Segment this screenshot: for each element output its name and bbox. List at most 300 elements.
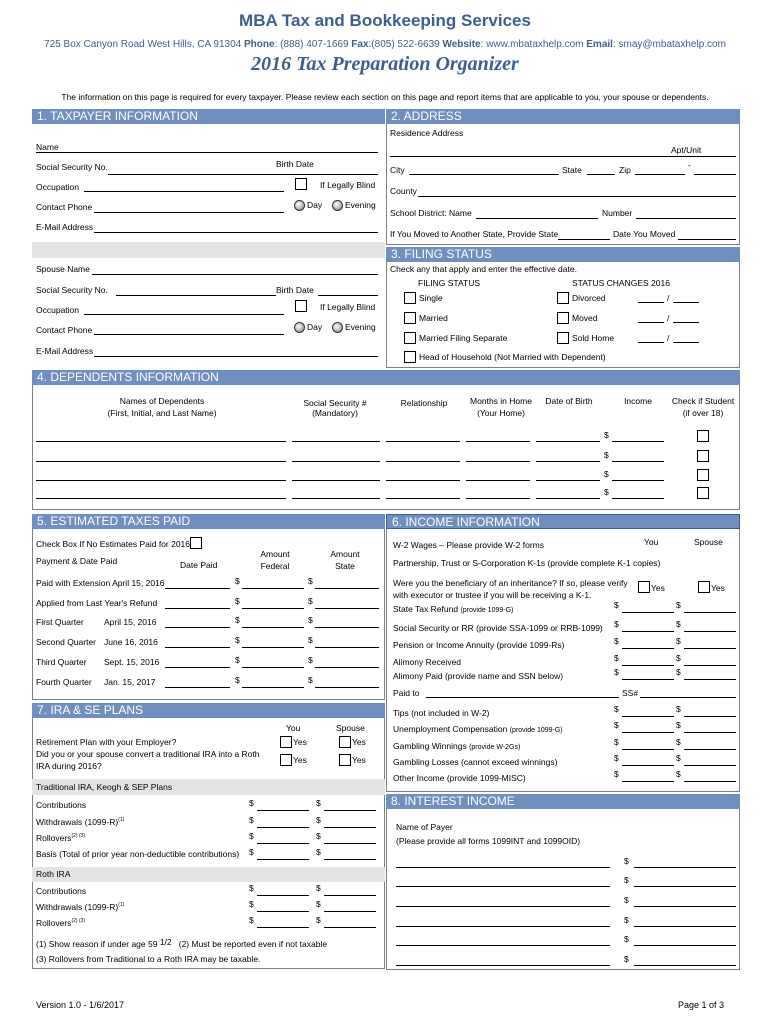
estimated-date-paid-field[interactable] [165, 687, 230, 688]
ira-note-1 [36, 939, 327, 949]
ssn-label: Social Security No. [36, 162, 108, 172]
interest-dollar: $ [624, 954, 629, 964]
city-label: City [390, 165, 405, 175]
residence-address-label: Residence Address [390, 128, 464, 138]
dependent-income-field[interactable] [612, 441, 664, 442]
dependent-name-field[interactable] [36, 441, 286, 442]
school-district-label: School District: Name [390, 208, 472, 218]
unemployment-label [393, 724, 563, 734]
estimated-federal-field[interactable] [242, 667, 304, 668]
gambling-winnings-text: Gambling Winnings [393, 741, 467, 751]
married-separate-checkbox[interactable] [404, 332, 416, 344]
alimony-paid-spouse-dollar: $ [676, 667, 681, 677]
interest-amount-field[interactable] [634, 926, 736, 927]
traditional-rollovers-spouse-dollar: $ [316, 831, 321, 841]
alimony-paid-you-field[interactable] [622, 679, 674, 680]
gambling-winnings-you-field[interactable] [622, 749, 674, 750]
amount-state-header: Amount [330, 549, 360, 559]
sold-home-checkbox[interactable] [557, 332, 569, 344]
school-number-label: Number [602, 208, 633, 218]
spouse-legally-blind-label: If Legally Blind [320, 302, 376, 312]
legally-blind-checkbox[interactable] [295, 178, 307, 190]
interest-payer-field[interactable] [396, 945, 610, 946]
intro-text: The information on this page is required for every taxpayer. Please review each section on this page and report items that are applicable to you, your spouse or dependents. [61, 92, 709, 102]
dependents-section-box [32, 370, 740, 510]
inheritance-line1: Were you the beneficiary of an inheritance? If so, please verify [393, 578, 628, 588]
estimated-state-dollar: $ [308, 655, 313, 665]
sold-home-month-field[interactable] [638, 342, 664, 343]
spouse-birth-date-field[interactable] [318, 295, 378, 296]
traditional-withdrawals-spouse-dollar: $ [316, 815, 321, 825]
alimony-paid-text: Alimony Paid (provide name and SSN below) [393, 671, 564, 681]
occupation-field[interactable] [84, 191, 284, 192]
interest-amount-field[interactable] [634, 965, 736, 966]
ira-you-header: You [286, 723, 301, 733]
dependents-section-title: 4. DEPENDENTS INFORMATION [32, 370, 740, 385]
traditional-contributions-you-field[interactable] [257, 810, 309, 811]
date-moved-label: Date You Moved [613, 229, 676, 239]
gambling-losses-text: Gambling Losses (cannot exceed winnings) [393, 757, 558, 767]
apt-unit-label: Apt/Unit [671, 145, 702, 155]
estimated-row-label: Second Quarter [36, 637, 97, 647]
traditional-basis-you-field[interactable] [257, 859, 309, 860]
spouse-name-label: Spouse Name [36, 264, 90, 274]
col-student-subheader: (if over 18) [682, 408, 724, 418]
evening-label: Evening [345, 200, 376, 210]
dependent-income-field[interactable] [612, 498, 664, 499]
ira-spouse-header: Spouse [336, 723, 365, 733]
school-district-field[interactable] [476, 218, 598, 219]
traditional-withdrawals-text: Withdrawals (1099-R) [36, 817, 119, 827]
col-ssn-header: Social Security # [303, 398, 367, 408]
estimated-state-dollar: $ [308, 615, 313, 625]
fax-label: Fax [351, 39, 369, 50]
interest-dollar: $ [624, 856, 629, 866]
interest-dollar: $ [624, 895, 629, 905]
col-dob-header: Date of Birth [545, 396, 593, 406]
other-income-you-field[interactable] [622, 781, 674, 782]
pension-you-field[interactable] [622, 648, 674, 649]
ira-section-title: 7. IRA & SE PLANS [32, 703, 385, 718]
dependent-months-field[interactable] [466, 498, 530, 499]
dependent-income-field[interactable] [612, 461, 664, 462]
unemployment-spouse-field[interactable] [684, 732, 736, 733]
estimated-date-paid-field[interactable] [165, 647, 230, 648]
moved-label: Moved [572, 313, 598, 323]
convert-spouse-yes: Yes [352, 755, 366, 765]
unemployment-you-dollar: $ [614, 720, 619, 730]
dependent-relationship-field[interactable] [386, 461, 460, 462]
married-checkbox[interactable] [404, 312, 416, 324]
divorced-checkbox[interactable] [557, 292, 569, 304]
traditional-contributions-text: Contributions [36, 800, 87, 810]
interest-dollar: $ [624, 915, 629, 925]
traditional-rollovers-spouse-field[interactable] [324, 843, 376, 844]
dependent-dob-field[interactable] [536, 498, 600, 499]
paid-to-field[interactable] [426, 697, 619, 698]
roth-contributions-you-dollar: $ [249, 883, 254, 893]
provide-1099-note: (Please provide all forms 1099INT and 1099OID) [396, 836, 581, 846]
dependent-student-checkbox[interactable] [697, 487, 709, 499]
gambling-losses-label [393, 757, 557, 767]
married-separate-label: Married Filing Separate [419, 333, 508, 343]
spouse-evening-radio[interactable] [332, 322, 343, 333]
convert-spouse-checkbox[interactable] [339, 754, 351, 766]
roth-withdrawals-you-field[interactable] [257, 911, 309, 912]
filing-section-title: 3. FILING STATUS [386, 247, 740, 262]
estimated-federal-field[interactable] [242, 588, 304, 589]
state-field[interactable] [587, 174, 615, 175]
alimony-paid-you-dollar: $ [614, 667, 619, 677]
interest-payer-field[interactable] [396, 906, 610, 907]
roth-withdrawals-footnote: (1) [118, 902, 125, 909]
estimated-federal-field[interactable] [242, 687, 304, 688]
gambling-losses-spouse-dollar: $ [676, 753, 681, 763]
interest-dollar: $ [624, 875, 629, 885]
gambling-winnings-spouse-field[interactable] [684, 749, 736, 750]
estimated-state-dollar: $ [308, 635, 313, 645]
w2-label: W-2 Wages – Please provide W-2 forms [393, 540, 545, 550]
phone-value: : (888) 407-1669 [274, 39, 349, 50]
ira-note-1-half: 1/2 [159, 937, 172, 947]
traditional-basis-label [36, 849, 239, 859]
traditional-basis-spouse-field[interactable] [324, 859, 376, 860]
income-you-header: You [644, 537, 659, 547]
tips-spouse-field[interactable] [684, 716, 736, 717]
tips-text: Tips (not included in W-2) [393, 708, 490, 718]
estimated-row-label: First Quarter [36, 617, 84, 627]
retirement-plan-label: Retirement Plan with your Employer? [36, 737, 177, 747]
social-security-text: Social Security or RR (provide SSA-1099 or RRB-1099) [393, 623, 603, 633]
convert-you-checkbox[interactable] [280, 754, 292, 766]
spouse-day-radio[interactable] [294, 322, 305, 333]
gambling-losses-you-field[interactable] [622, 765, 674, 766]
estimated-state-field[interactable] [315, 588, 379, 589]
traditional-contributions-spouse-field[interactable] [324, 810, 376, 811]
ira-note-2: (2) Must be reported even if not taxable [178, 939, 328, 949]
estimated-row-label: Paid with Extension April 15, 2016 [36, 578, 165, 588]
alimony-received-label [393, 657, 461, 667]
spouse-name-field[interactable] [92, 274, 378, 275]
traditional-withdrawals-you-field[interactable] [257, 827, 309, 828]
inheritance-spouse-yes: Yes [711, 583, 725, 593]
state-refund-note: (provide 1099-G) [460, 607, 514, 614]
alimony-received-spouse-dollar: $ [676, 653, 681, 663]
spouse-occupation-label: Occupation [36, 305, 79, 315]
ssn-field[interactable] [108, 174, 378, 175]
traditional-withdrawals-footnote: (1) [118, 817, 125, 824]
dependent-income-field[interactable] [612, 480, 664, 481]
school-number-field[interactable] [636, 218, 736, 219]
divorced-label: Divorced [572, 293, 606, 303]
taxpayer-spouse-divider [32, 242, 385, 258]
roth-contributions-you-field[interactable] [257, 895, 309, 896]
estimated-state-field[interactable] [315, 647, 379, 648]
interest-amount-field[interactable] [634, 886, 736, 887]
inheritance-you-yes: Yes [651, 583, 665, 593]
roth-contributions-spouse-field[interactable] [324, 895, 376, 896]
col-student-header: Check if Student [671, 396, 735, 406]
estimated-federal-field[interactable] [242, 627, 304, 628]
col-months-header: Months in Home [470, 396, 532, 406]
day-label: Day [307, 200, 323, 210]
estimated-date-paid-field[interactable] [165, 608, 230, 609]
zip-field[interactable] [635, 174, 685, 175]
traditional-rollovers-footnote: (2) (3) [71, 833, 86, 840]
gambling-winnings-label [393, 741, 520, 751]
traditional-rollovers-you-dollar: $ [249, 831, 254, 841]
spouse-occupation-field[interactable] [84, 314, 284, 315]
estimated-section-title: 5. ESTIMATED TAXES PAID [32, 514, 385, 529]
interest-amount-field[interactable] [634, 945, 736, 946]
social-security-spouse-dollar: $ [676, 619, 681, 629]
alimony-paid-label [393, 671, 563, 681]
dependent-name-field[interactable] [36, 461, 286, 462]
estimated-date-paid-field[interactable] [165, 667, 230, 668]
roth-contributions-spouse-dollar: $ [316, 883, 321, 893]
pension-spouse-dollar: $ [676, 636, 681, 646]
convert-you-yes: Yes [293, 755, 307, 765]
dependent-income-dollar: $ [604, 450, 609, 460]
convert-line1: Did you or your spouse convert a traditional IRA into a Roth [36, 749, 260, 759]
spouse-contact-phone-field[interactable] [94, 334, 284, 335]
dependent-months-field[interactable] [466, 461, 530, 462]
estimated-federal-field[interactable] [242, 647, 304, 648]
col-ssn-subheader: (Mandatory) [312, 408, 358, 418]
k1-label: Partnership, Trust or S-Corporation K-1s (provide complete K-1 copies) [393, 558, 661, 568]
spouse-contact-phone-label: Contact Phone [36, 325, 93, 335]
dependent-income-dollar: $ [604, 469, 609, 479]
inheritance-you-checkbox[interactable] [638, 581, 650, 593]
roth-contributions-label [36, 886, 86, 896]
spouse-email-field[interactable] [94, 356, 378, 357]
other-income-you-dollar: $ [614, 769, 619, 779]
inheritance-spouse-checkbox[interactable] [698, 581, 710, 593]
estimated-federal-dollar: $ [235, 675, 240, 685]
dependent-months-field[interactable] [466, 480, 530, 481]
dependent-student-checkbox[interactable] [697, 450, 709, 462]
zip-ext-field[interactable] [694, 174, 736, 175]
unemployment-text: Unemployment Compensation [393, 724, 508, 734]
head-of-household-checkbox[interactable] [404, 351, 416, 363]
evening-radio[interactable] [332, 200, 343, 211]
head-of-household-label: Head of Household (Not Married with Dependent) [419, 352, 606, 362]
traditional-withdrawals-spouse-field[interactable] [324, 827, 376, 828]
spouse-birth-date-label: Birth Date [276, 285, 314, 295]
roth-ira-header-bar [32, 867, 385, 882]
roth-withdrawals-text: Withdrawals (1099-R) [36, 902, 119, 912]
amount-federal-subheader: Federal [260, 561, 290, 571]
state-refund-spouse-field[interactable] [684, 612, 736, 613]
social-security-spouse-field[interactable] [684, 631, 736, 632]
legally-blind-label: If Legally Blind [320, 180, 376, 190]
single-checkbox[interactable] [404, 292, 416, 304]
spouse-ssn-field[interactable] [116, 295, 276, 296]
gambling-winnings-note: (provide W-2Gs) [469, 744, 521, 751]
dependent-student-checkbox[interactable] [697, 469, 709, 481]
no-estimates-label: Check Box If No Estimates Paid for 2016 [36, 539, 191, 549]
zip-label: Zip [619, 165, 631, 175]
social-security-label [393, 623, 603, 633]
dependent-ssn-field[interactable] [292, 461, 380, 462]
dependent-relationship-field[interactable] [386, 480, 460, 481]
estimated-federal-dollar: $ [235, 576, 240, 586]
divorced-month-field[interactable] [638, 302, 664, 303]
traditional-basis-you-dollar: $ [249, 847, 254, 857]
interest-amount-field[interactable] [634, 867, 736, 868]
paid-to-label: Paid to [393, 688, 420, 698]
roth-withdrawals-spouse-dollar: $ [316, 899, 321, 909]
estimated-row-due-date: April 15, 2016 [104, 617, 157, 627]
gambling-losses-you-dollar: $ [614, 753, 619, 763]
estimated-state-dollar: $ [308, 675, 313, 685]
estimated-state-dollar: $ [308, 576, 313, 586]
other-income-spouse-field[interactable] [684, 781, 736, 782]
taxpayer-section-title: 1. TAXPAYER INFORMATION [32, 109, 385, 124]
tips-you-dollar: $ [614, 704, 619, 714]
tips-you-field[interactable] [622, 716, 674, 717]
spouse-legally-blind-checkbox[interactable] [295, 300, 307, 312]
date-moved-field[interactable] [678, 239, 736, 240]
col-months-subheader: (Your Home) [477, 408, 525, 418]
moved-state-label: If You Moved to Another State, Provide State [390, 229, 559, 239]
interest-payer-field[interactable] [396, 926, 610, 927]
gambling-winnings-spouse-dollar: $ [676, 737, 681, 747]
divorced-day-field[interactable] [673, 302, 699, 303]
tips-label [393, 708, 489, 718]
roth-withdrawals-label [36, 902, 124, 912]
retirement-plan-you-yes: Yes [293, 737, 307, 747]
estimated-date-paid-field[interactable] [165, 588, 230, 589]
social-security-you-dollar: $ [614, 619, 619, 629]
interest-payer-field[interactable] [396, 965, 610, 966]
moved-month-field[interactable] [638, 322, 664, 323]
roth-withdrawals-spouse-field[interactable] [324, 911, 376, 912]
col-relationship-header: Relationship [400, 398, 448, 408]
alimony-received-spouse-field[interactable] [684, 665, 736, 666]
email-label: E-Mail Address [36, 222, 94, 232]
traditional-rollovers-you-field[interactable] [257, 843, 309, 844]
contact-phone-label: Contact Phone [36, 202, 93, 212]
email-value: : smay@mbataxhelp.com [612, 39, 726, 50]
dependent-relationship-field[interactable] [386, 441, 460, 442]
alimony-received-you-field[interactable] [622, 665, 674, 666]
retirement-plan-spouse-checkbox[interactable] [339, 736, 351, 748]
estimated-federal-field[interactable] [242, 608, 304, 609]
dependent-months-field[interactable] [466, 441, 530, 442]
website-label: Website [442, 39, 481, 50]
estimated-federal-dollar: $ [235, 655, 240, 665]
moved-checkbox[interactable] [557, 312, 569, 324]
estimated-row-label: Third Quarter [36, 657, 87, 667]
retirement-plan-you-checkbox[interactable] [280, 736, 292, 748]
estimated-state-field[interactable] [315, 608, 379, 609]
name-of-payer-label: Name of Payer [396, 822, 453, 832]
dependent-relationship-field[interactable] [386, 498, 460, 499]
moved-day-field[interactable] [673, 322, 699, 323]
dependent-student-checkbox[interactable] [697, 430, 709, 442]
estimated-state-field[interactable] [315, 687, 379, 688]
email-field[interactable] [94, 232, 378, 233]
dependent-dob-field[interactable] [536, 441, 600, 442]
estimated-date-paid-field[interactable] [165, 627, 230, 628]
organizer-title: 2016 Tax Preparation Organizer [251, 53, 519, 75]
estimated-row-label: Applied from Last Year's Refund [36, 598, 158, 608]
roth-rollovers-spouse-field[interactable] [324, 927, 376, 928]
status-changes-header: STATUS CHANGES 2016 [572, 278, 670, 288]
no-estimates-checkbox[interactable] [190, 537, 202, 549]
roth-rollovers-you-dollar: $ [249, 915, 254, 925]
estimated-federal-dollar: $ [235, 635, 240, 645]
social-security-you-field[interactable] [622, 631, 674, 632]
interest-payer-field[interactable] [396, 867, 610, 868]
inheritance-line2: with executor or trustee if you will be receiving a K-1. [393, 590, 592, 600]
state-refund-label [393, 604, 513, 614]
interest-dollar: $ [624, 934, 629, 944]
name-label: Name [36, 142, 59, 152]
col-names-header: Names of Dependents [119, 396, 205, 406]
estimated-state-field[interactable] [315, 627, 379, 628]
county-field[interactable] [418, 196, 736, 197]
dependent-dob-field[interactable] [536, 461, 600, 462]
phone-label: Phone [244, 39, 275, 50]
moved-state-field[interactable] [558, 239, 610, 240]
city-field[interactable] [409, 174, 559, 175]
unemployment-spouse-dollar: $ [676, 720, 681, 730]
dependent-ssn-field[interactable] [292, 480, 380, 481]
pension-text: Pension or Income Annuity (provide 1099-Rs) [393, 640, 565, 650]
traditional-withdrawals-you-dollar: $ [249, 815, 254, 825]
sold-home-day-field[interactable] [673, 342, 699, 343]
gambling-losses-spouse-field[interactable] [684, 765, 736, 766]
dependent-dob-field[interactable] [536, 480, 600, 481]
pension-spouse-field[interactable] [684, 648, 736, 649]
retirement-plan-spouse-yes: Yes [352, 737, 366, 747]
email-label: Email [586, 39, 613, 50]
company-address: 725 Box Canyon Road West Hills, CA 91304 [44, 39, 242, 50]
estimated-state-field[interactable] [315, 667, 379, 668]
alimony-paid-spouse-field[interactable] [684, 679, 736, 680]
company-name: MBA Tax and Bookkeeping Services [239, 11, 531, 30]
contact-phone-field[interactable] [94, 212, 284, 213]
interest-amount-field[interactable] [634, 906, 736, 907]
traditional-contributions-spouse-dollar: $ [316, 798, 321, 808]
unemployment-you-field[interactable] [622, 732, 674, 733]
name-field[interactable] [36, 152, 378, 153]
footer-page: Page 1 of 3 [678, 1000, 725, 1010]
dependent-name-field[interactable] [36, 480, 286, 481]
state-refund-you-field[interactable] [622, 612, 674, 613]
dependent-name-field[interactable] [36, 498, 286, 499]
day-radio[interactable] [294, 200, 305, 211]
traditional-ira-header: Traditional IRA, Keogh & SEP Plans [36, 782, 173, 792]
dependent-ssn-field[interactable] [292, 441, 380, 442]
interest-payer-field[interactable] [396, 886, 610, 887]
residence-address-field[interactable] [390, 156, 736, 157]
alimony-received-text: Alimony Received [393, 657, 462, 667]
traditional-contributions-label [36, 800, 86, 810]
roth-rollovers-you-field[interactable] [257, 927, 309, 928]
convert-line2: IRA during 2016? [36, 761, 102, 771]
interest-section-box [386, 794, 740, 970]
paid-to-ssn-field[interactable] [640, 697, 736, 698]
amount-state-subheader: State [335, 561, 355, 571]
payment-date-label: Payment & Date Paid [36, 556, 118, 566]
traditional-rollovers-label [36, 833, 85, 843]
alimony-received-you-dollar: $ [614, 653, 619, 663]
dependent-ssn-field[interactable] [292, 498, 380, 499]
spouse-email-label: E-Mail Address [36, 346, 94, 356]
